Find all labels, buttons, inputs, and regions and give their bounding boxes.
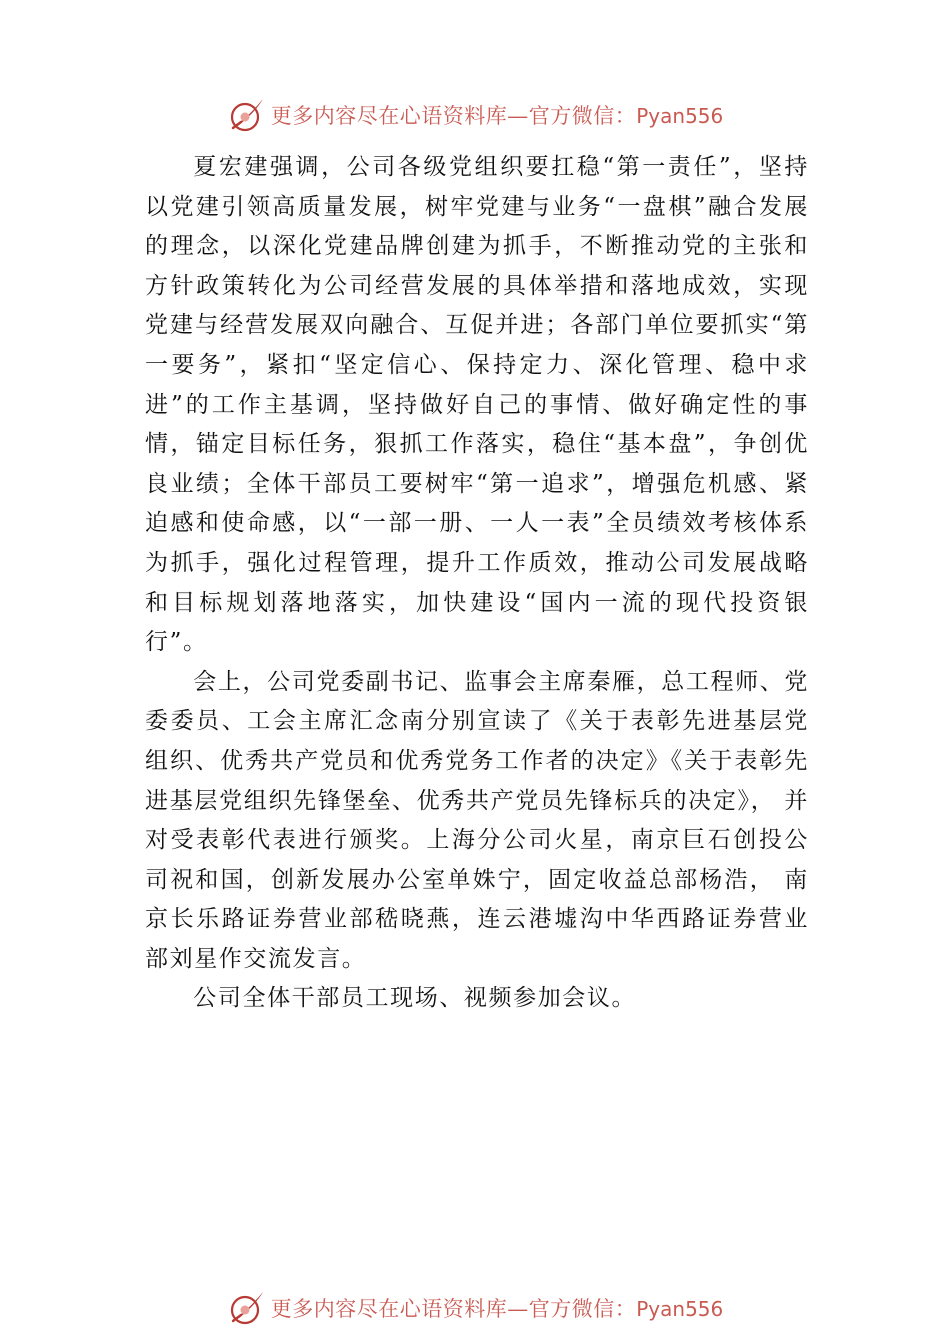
banner-wechat-handle: Pyan556 — [636, 1297, 724, 1321]
header-banner — [0, 95, 950, 135]
paragraph-2: 会上，公司党委副书记、监事会主席秦雁，总工程师、党委委员、工会主席汇念南分别宣读了《关于表彰先进基层党组织、优秀共产党员和优秀党务工作者的决定》《关于表彰先进基层党组织先锋堡垒、优秀共产党员先锋标兵的决定》， 并对受表彰代表进行颁奖。上海分公司火星，南京巨石创投公司祝和国，创新发展办公室单姝宁，固定收益总部杨浩， 南京长乐路证券营业部嵇晓燕，连云港墟沟中华西路证券营业部刘星作交流发言。 — [145, 668, 809, 972]
paragraph-3: 公司全体干部员工现场、视频参加会议。 — [193, 985, 637, 1012]
footer-banner — [0, 1288, 950, 1328]
article-body — [145, 148, 809, 1019]
banner-text-prefix: 更多内容尽在心语资料库—官方微信： — [270, 104, 637, 128]
quill-pen-logo-icon — [227, 95, 267, 135]
banner-text-prefix: 更多内容尽在心语资料库—官方微信： — [270, 1297, 637, 1321]
banner-wechat-handle: Pyan556 — [636, 104, 724, 128]
banner-text — [271, 1293, 724, 1323]
paragraph-1: 夏宏建强调，公司各级党组织要扛稳“第一责任”，坚持以党建引领高质量发展，树牢党建与业务“一盘棋”融合发展的理念，以深化党建品牌创建为抓手，不断推动党的主张和方针政策转化为公司经营发展的具体举措和落地成效，实现党建与经营发展双向融合、互促并进；各部门单位要抓实“第一要务”，紧扣“坚定信心、保持定力、深化管理、稳中求进”的工作主基调，坚持做好自己的事情、做好确定性的事情，锚定目标任务，狠抓工作落实，稳住“基本盘”，争创优良业绩；全体干部员工要树牢“第一追求”，增强危机感、紧迫感和使命感，以“一部一册、一人一表”全员绩效考核体系为抓手，强化过程管理，提升工作质效，推动公司发展战略和目标规划落地落实，加快建设“国内一流的现代投资银行”。 — [145, 154, 809, 656]
quill-pen-logo-icon — [227, 1288, 267, 1328]
banner-text — [271, 100, 724, 130]
